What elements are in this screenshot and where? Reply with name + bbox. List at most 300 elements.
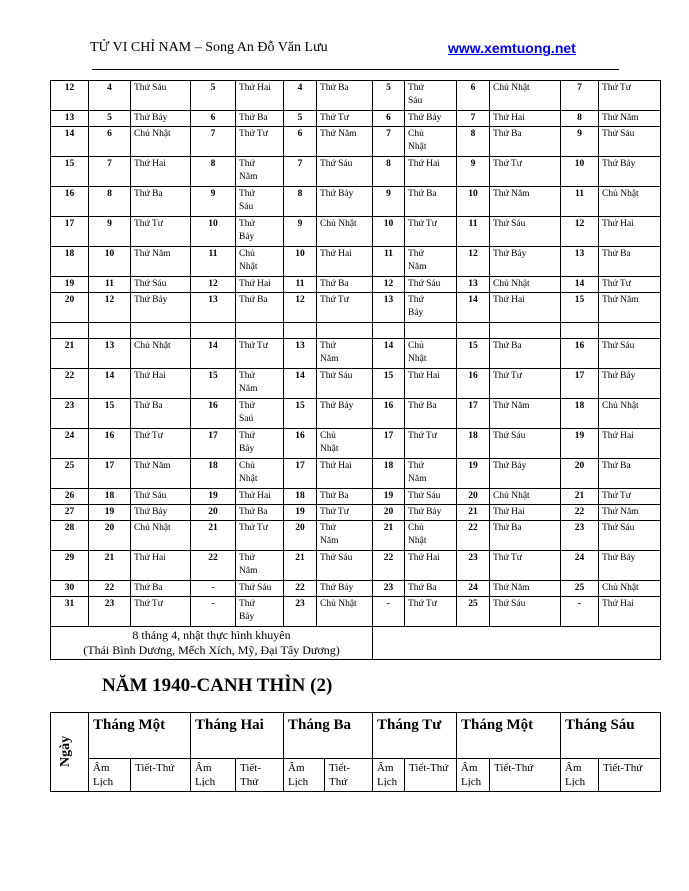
lunar-day-cell: 19 [284,505,317,521]
lunar-day-cell: 6 [191,111,236,127]
lunar-subheader: Âm Lịch [457,759,490,792]
month-header: Tháng Hai [191,713,284,759]
day-cell: 23 [51,399,89,429]
lunar-day-cell: 22 [373,551,405,581]
weekday-cell: Chủ Nhật [599,187,661,217]
weekday-cell: Thứ Ba [236,505,284,521]
weekday-cell: Chủ Nhật [317,429,373,459]
weekday-cell: Thứ Ba [405,187,457,217]
weekday-cell: Thứ Sáu [317,369,373,399]
table-row [51,369,661,399]
lunar-day-cell: 5 [191,81,236,111]
lunar-day-cell: 11 [89,277,131,293]
weekday-cell: Thứ Năm [317,127,373,157]
year-header-table [50,712,661,792]
weekday-cell: Chủ Nhật [405,521,457,551]
weekday-cell: Thứ Sáu [131,489,191,505]
day-cell: 20 [51,293,89,323]
weekday-cell: Thứ Bảy [490,459,561,489]
weekday-cell: Thứ Tư [236,521,284,551]
lunar-day-cell: 12 [561,217,599,247]
content-flow [50,80,660,792]
lunar-day-cell: 18 [191,459,236,489]
table-row [51,551,661,581]
lunar-day-cell: 18 [457,429,490,459]
day-cell: 28 [51,521,89,551]
section-title: NĂM 1940-CANH THÌN (2) [102,675,333,696]
lunar-day-cell: 7 [89,157,131,187]
weekday-cell: Thứ Hai [131,369,191,399]
day-cell: 18 [51,247,89,277]
month-header: Tháng Tư [373,713,457,759]
lunar-day-cell [284,323,317,339]
lunar-day-cell: 23 [561,521,599,551]
lunar-day-cell: 7 [284,157,317,187]
day-cell: 13 [51,111,89,127]
weekday-cell: Thứ Bảy [490,247,561,277]
weekday-cell: Thứ Năm [405,247,457,277]
table-row [51,489,661,505]
weekday-cell [490,323,561,339]
header-divider [92,69,619,70]
weekday-cell: Thứ Sáu [131,81,191,111]
lunar-day-cell: 16 [89,429,131,459]
lunar-day-cell: 18 [284,489,317,505]
lunar-day-cell: 5 [284,111,317,127]
lunar-day-cell: 16 [373,399,405,429]
lunar-day-cell: 8 [191,157,236,187]
weekday-cell: Thứ Ba [490,521,561,551]
weekday-cell: Chủ Nhật [131,127,191,157]
lunar-day-cell: 6 [284,127,317,157]
weekday-cell: Thứ Tư [131,217,191,247]
weekday-cell: Thứ Tư [405,429,457,459]
table-row [51,247,661,277]
weekday-cell: Thứ Sáu [405,81,457,111]
weekday-cell: Thứ Ba [405,581,457,597]
lunar-day-cell: 25 [457,597,490,627]
weekday-cell: Thứ Năm [131,247,191,277]
day-cell: 21 [51,339,89,369]
table-row [51,597,661,627]
weekday-cell: Thứ Sáu [317,551,373,581]
lunar-day-cell: 16 [561,339,599,369]
day-cell: 12 [51,81,89,111]
weekday-subheader: Tiết-Thứ [325,759,373,792]
lunar-day-cell: 14 [89,369,131,399]
lunar-day-cell: 8 [457,127,490,157]
lunar-day-cell: 16 [191,399,236,429]
weekday-cell: Thứ Sáu [236,187,284,217]
lunar-day-cell: 8 [373,157,405,187]
lunar-day-cell: 7 [191,127,236,157]
lunar-day-cell: 17 [89,459,131,489]
lunar-day-cell: 12 [89,293,131,323]
table-row [51,399,661,429]
lunar-day-cell: 11 [373,247,405,277]
weekday-cell: Thứ Saú [236,399,284,429]
weekday-cell: Chủ Nhật [131,339,191,369]
weekday-cell: Thứ Năm [317,521,373,551]
month-header: Tháng Một [89,713,191,759]
lunar-day-cell: 10 [457,187,490,217]
lunar-day-cell: 19 [457,459,490,489]
weekday-subheader: Tiết-Thứ [236,759,284,792]
weekday-cell: Thứ Hai [131,551,191,581]
weekday-subheader: Tiết-Thứ [131,759,191,792]
lunar-day-cell: 15 [284,399,317,429]
lunar-day-cell [89,323,131,339]
weekday-cell: Thứ Hai [599,597,661,627]
lunar-day-cell: 6 [457,81,490,111]
lunar-day-cell: - [561,597,599,627]
lunar-day-cell: 21 [561,489,599,505]
lunar-day-cell: 15 [191,369,236,399]
weekday-cell: Thứ Tư [236,339,284,369]
day-cell: 27 [51,505,89,521]
lunar-subheader: Âm Lịch [284,759,325,792]
weekday-cell: Thứ Tư [405,597,457,627]
table-row [51,505,661,521]
empty-cell [373,627,661,660]
weekday-cell: Thứ Bảy [236,217,284,247]
weekday-cell: Thứ Hai [599,429,661,459]
day-cell: 22 [51,369,89,399]
weekday-cell: Thứ Ba [599,459,661,489]
day-cell: 17 [51,217,89,247]
eclipse-note: 8 tháng 4, nhật thực hình khuyên (Thái Bình Dương, Mếch Xích, Mỹ, Đại Tây Dương) [51,627,373,660]
lunar-day-cell: 15 [561,293,599,323]
website-link[interactable]: www.xemtuong.net [448,40,576,56]
weekday-cell: Thứ Hai [236,81,284,111]
weekday-cell: Thứ Hai [317,247,373,277]
weekday-cell: Thứ Bảy [317,581,373,597]
lunar-day-cell: 23 [89,597,131,627]
month-header: Tháng Sáu [561,713,661,759]
weekday-cell: Thứ Sáu [317,157,373,187]
weekday-cell: Chủ Nhật [317,597,373,627]
table-row [51,581,661,597]
lunar-day-cell: 12 [457,247,490,277]
lunar-subheader: Âm Lịch [373,759,405,792]
table-row [51,459,661,489]
table-row [51,323,661,339]
lunar-day-cell: 25 [561,581,599,597]
weekday-cell: Chủ Nhật [599,581,661,597]
lunar-day-cell: - [373,597,405,627]
lunar-day-cell: 18 [89,489,131,505]
lunar-day-cell: 16 [457,369,490,399]
table-row [51,217,661,247]
table-row [51,157,661,187]
weekday-cell: Thứ Hai [131,157,191,187]
lunar-day-cell: 22 [457,521,490,551]
lunar-day-cell: 23 [457,551,490,581]
lunar-day-cell: 8 [284,187,317,217]
weekday-cell: Thứ Tư [317,293,373,323]
lunar-day-cell: 8 [561,111,599,127]
weekday-cell: Chủ Nhật [236,247,284,277]
lunar-day-cell: 20 [561,459,599,489]
weekday-cell: Thứ Hai [405,157,457,187]
weekday-cell: Thứ Tư [599,277,661,293]
lunar-day-cell: 18 [373,459,405,489]
lunar-day-cell: 8 [89,187,131,217]
weekday-cell: Thứ Sáu [405,489,457,505]
weekday-cell: Thứ Năm [236,157,284,187]
lunar-day-cell: 22 [284,581,317,597]
day-cell: 16 [51,187,89,217]
lunar-day-cell: 10 [89,247,131,277]
weekday-cell [236,323,284,339]
lunar-day-cell: 17 [373,429,405,459]
table-row [51,521,661,551]
weekday-cell: Thứ Bảy [405,111,457,127]
table-row [51,81,661,111]
weekday-cell: Thứ Bảy [236,429,284,459]
lunar-day-cell: 21 [457,505,490,521]
weekday-cell: Thứ Tư [490,369,561,399]
weekday-cell: Thứ Bảy [599,551,661,581]
lunar-day-cell: 16 [284,429,317,459]
lunar-day-cell: 21 [373,521,405,551]
lunar-day-cell: 14 [373,339,405,369]
weekday-cell: Thứ Tư [490,551,561,581]
table-row [51,187,661,217]
weekday-cell: Chủ Nhật [405,127,457,157]
weekday-cell: Thứ Tư [131,429,191,459]
weekday-cell: Thứ Năm [599,293,661,323]
lunar-day-cell: 20 [191,505,236,521]
weekday-subheader: Tiết-Thứ [599,759,661,792]
lunar-day-cell: 13 [457,277,490,293]
weekday-cell: Chủ Nhật [131,521,191,551]
lunar-day-cell: 10 [561,157,599,187]
weekday-cell: Thứ Năm [490,399,561,429]
day-cell: 29 [51,551,89,581]
weekday-cell: Thứ Tư [599,489,661,505]
weekday-cell: Thứ Sáu [599,127,661,157]
weekday-cell: Thứ Ba [131,399,191,429]
lunar-day-cell: 13 [284,339,317,369]
weekday-cell: Thứ Ba [236,111,284,127]
lunar-day-cell [457,323,490,339]
lunar-subheader: Âm Lịch [561,759,599,792]
weekday-cell: Thứ Bảy [317,187,373,217]
weekday-cell: Thứ Bảy [236,597,284,627]
weekday-subheader: Tiết-Thứ [490,759,561,792]
weekday-cell: Thứ Bảy [131,293,191,323]
day-cell: 26 [51,489,89,505]
weekday-cell: Thứ Hai [405,369,457,399]
weekday-cell [317,323,373,339]
weekday-cell: Thứ Năm [599,111,661,127]
weekday-cell: Thứ Sáu [405,277,457,293]
weekday-cell: Thứ Bảy [317,399,373,429]
weekday-cell: Thứ Sáu [599,339,661,369]
lunar-day-cell: 12 [284,293,317,323]
weekday-cell: Thứ Bảy [131,111,191,127]
weekday-cell: Chủ Nhật [236,459,284,489]
lunar-day-cell: 21 [191,521,236,551]
month-header: Tháng Ba [284,713,373,759]
weekday-cell [599,323,661,339]
calendar-table [50,80,661,660]
weekday-cell: Thứ Sáu [131,277,191,293]
lunar-day-cell: 9 [561,127,599,157]
lunar-day-cell: 22 [89,581,131,597]
lunar-day-cell: 10 [191,217,236,247]
lunar-day-cell: - [191,597,236,627]
lunar-day-cell: 21 [89,551,131,581]
weekday-cell: Thứ Sáu [490,217,561,247]
day-cell: 31 [51,597,89,627]
lunar-day-cell: 4 [284,81,317,111]
weekday-cell: Chủ Nhật [599,399,661,429]
weekday-cell: Thứ Năm [236,551,284,581]
lunar-day-cell: 13 [89,339,131,369]
lunar-day-cell: 17 [191,429,236,459]
table-row [51,111,661,127]
lunar-day-cell: 9 [191,187,236,217]
lunar-day-cell: 18 [561,399,599,429]
lunar-day-cell: 11 [191,247,236,277]
weekday-cell: Thứ Bảy [405,293,457,323]
lunar-day-cell: 9 [373,187,405,217]
weekday-cell: Thứ Hai [317,459,373,489]
lunar-day-cell: 9 [284,217,317,247]
lunar-day-cell: 12 [373,277,405,293]
weekday-cell: Thứ Bảy [131,505,191,521]
weekday-cell: Thứ Hai [490,111,561,127]
table-row [51,339,661,369]
weekday-cell [405,323,457,339]
weekday-cell: Thứ Sáu [236,581,284,597]
table-row [51,293,661,323]
lunar-day-cell: 22 [191,551,236,581]
weekday-cell: Thứ Ba [236,293,284,323]
lunar-day-cell: 7 [561,81,599,111]
weekday-cell [131,323,191,339]
weekday-cell: Thứ Hai [490,505,561,521]
weekday-cell: Thứ Sáu [599,521,661,551]
lunar-day-cell: 12 [191,277,236,293]
lunar-day-cell [561,323,599,339]
day-cell: 25 [51,459,89,489]
weekday-cell: Thứ Bảy [599,157,661,187]
lunar-day-cell: 11 [457,217,490,247]
weekday-cell: Thứ Năm [490,187,561,217]
lunar-day-cell: 15 [89,399,131,429]
lunar-day-cell [373,323,405,339]
lunar-day-cell: 6 [373,111,405,127]
lunar-day-cell: 23 [284,597,317,627]
day-cell: 19 [51,277,89,293]
lunar-day-cell: 20 [89,521,131,551]
lunar-day-cell: 23 [373,581,405,597]
lunar-day-cell: 14 [457,293,490,323]
lunar-day-cell: 6 [89,127,131,157]
lunar-day-cell: 11 [561,187,599,217]
weekday-cell: Thứ Tư [317,111,373,127]
lunar-subheader: Âm Lịch [89,759,131,792]
lunar-day-cell: 14 [191,339,236,369]
lunar-day-cell: 24 [561,551,599,581]
lunar-day-cell: 9 [457,157,490,187]
lunar-day-cell: 7 [373,127,405,157]
weekday-cell: Thứ Tư [317,505,373,521]
weekday-cell: Thứ Ba [317,277,373,293]
weekday-cell: Thứ Bảy [405,505,457,521]
weekday-cell: Thứ Ba [131,581,191,597]
weekday-cell: Thứ Ba [131,187,191,217]
weekday-cell: Thứ Hai [599,217,661,247]
weekday-cell: Thứ Ba [317,489,373,505]
lunar-day-cell: 19 [561,429,599,459]
lunar-day-cell: 5 [373,81,405,111]
weekday-cell: Thứ Ba [599,247,661,277]
weekday-cell: Thứ Năm [490,581,561,597]
lunar-day-cell: 19 [373,489,405,505]
weekday-cell: Thứ Ba [490,339,561,369]
lunar-day-cell: 21 [284,551,317,581]
weekday-cell: Thứ Năm [599,505,661,521]
weekday-cell: Thứ Tư [131,597,191,627]
lunar-day-cell: 4 [89,81,131,111]
lunar-day-cell: 5 [89,111,131,127]
table-row [51,429,661,459]
day-cell [51,323,89,339]
day-cell: 14 [51,127,89,157]
weekday-subheader: Tiết-Thứ [405,759,457,792]
weekday-cell: Thứ Hai [236,489,284,505]
weekday-cell: Thứ Bảy [599,369,661,399]
lunar-day-cell: 20 [457,489,490,505]
weekday-cell: Thứ Năm [131,459,191,489]
header-title: TỬ VI CHỈ NAM – Song An Đỗ Văn Lưu [90,40,328,55]
table-row [51,277,661,293]
lunar-day-cell: 17 [284,459,317,489]
day-cell: 15 [51,157,89,187]
weekday-cell: Thứ Năm [317,339,373,369]
note-row [51,627,661,660]
lunar-day-cell: 14 [561,277,599,293]
lunar-day-cell: 22 [561,505,599,521]
lunar-day-cell: 20 [373,505,405,521]
weekday-cell: Thứ Tư [599,81,661,111]
lunar-day-cell: 15 [457,339,490,369]
lunar-day-cell: 24 [457,581,490,597]
table-row [51,127,661,157]
month-header: Tháng Một [457,713,561,759]
lunar-subheader: Âm Lịch [191,759,236,792]
lunar-day-cell: 15 [373,369,405,399]
day-label: Ngày [58,735,73,767]
weekday-cell: Chủ Nhật [490,81,561,111]
weekday-cell: Thứ Sáu [490,429,561,459]
lunar-day-cell: 10 [284,247,317,277]
weekday-cell: Thứ Ba [317,81,373,111]
weekday-cell: Thứ Tư [405,217,457,247]
lunar-day-cell: 7 [457,111,490,127]
day-cell: 24 [51,429,89,459]
lunar-day-cell: 13 [373,293,405,323]
lunar-day-cell: 13 [561,247,599,277]
weekday-cell: Chủ Nhật [490,277,561,293]
weekday-cell: Thứ Hai [405,551,457,581]
weekday-cell: Thứ Ba [490,127,561,157]
weekday-cell: Thứ Sáu [490,597,561,627]
